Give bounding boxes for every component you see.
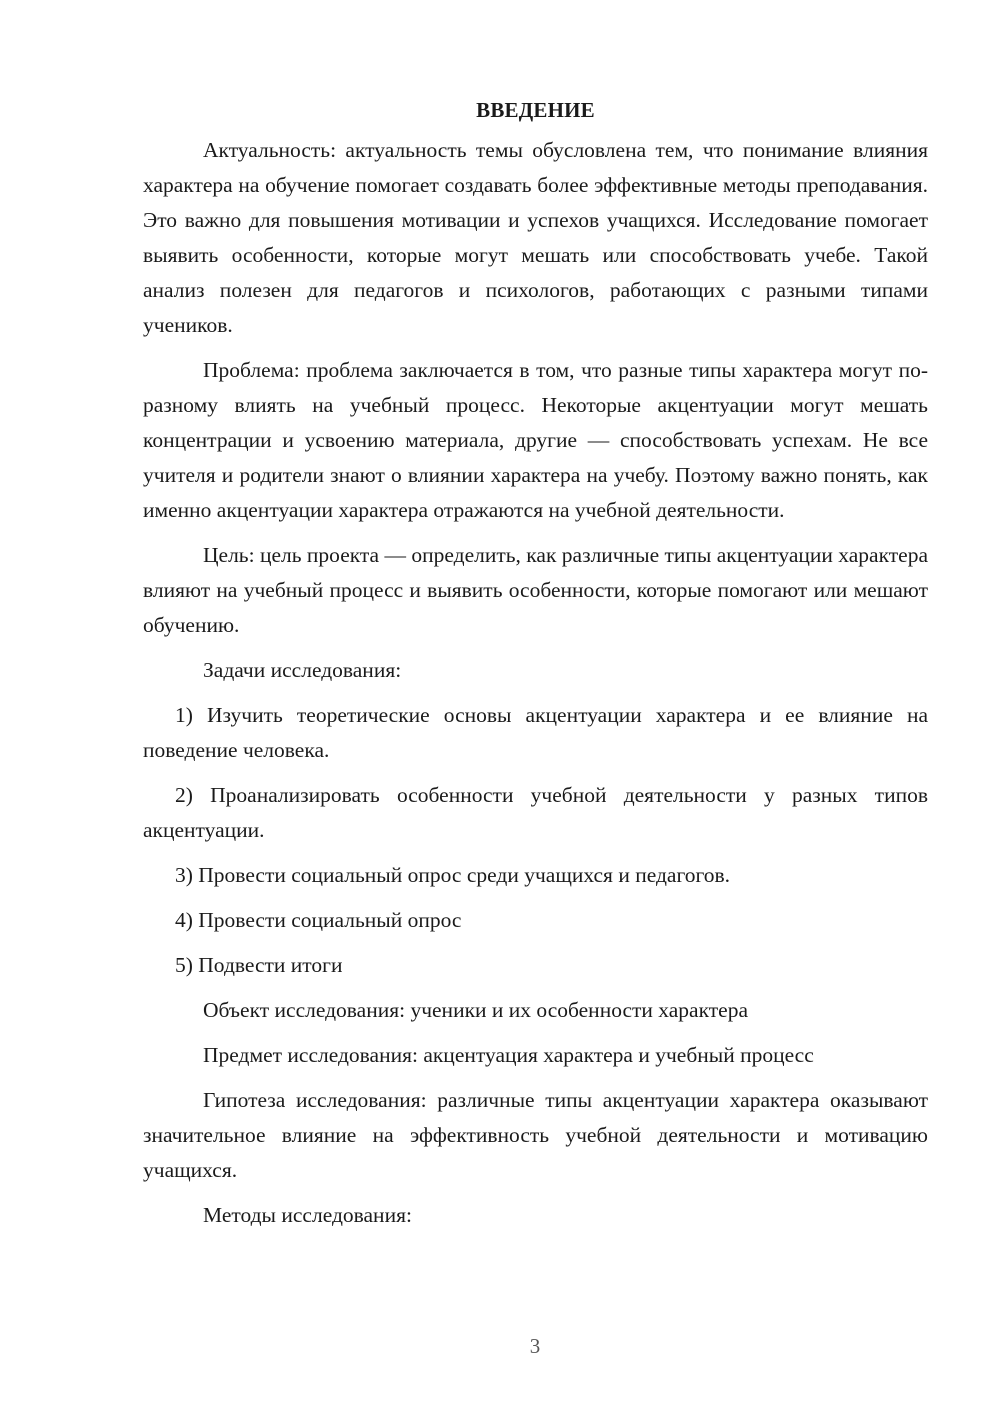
goal-paragraph: Цель: цель проекта — определить, как различные типы акцентуации характера влияют на учебный процесс и выявить особенности, которые помогают или мешают обучению. — [143, 543, 928, 637]
subject-paragraph: Предмет исследования: акцентуация характера и учебный процесс — [203, 1043, 814, 1067]
problem-paragraph: Проблема: проблема заключается в том, что разные типы характера могут по-разному влиять на учебный процесс. Некоторые акцентуации могут мешать концентрации и усвоению материала, другие — способствовать успехам. Не все учителя и родители знают о влиянии характера на учебу. Поэтому важно понять, как именно акцентуации характера отражаются на учебной деятельности. — [143, 358, 928, 522]
object-paragraph: Объект исследования: ученики и их особенности характера — [203, 998, 748, 1022]
task-item-3: 3) Провести социальный опрос среди учащихся и педагогов. — [175, 863, 731, 887]
task-item-5: 5) Подвести итоги — [175, 953, 343, 977]
document-page — [143, 92, 928, 1243]
task-item-4: 4) Провести социальный опрос — [175, 908, 462, 932]
page-number: 3 — [529, 1334, 541, 1358]
tasks-heading: Задачи исследования: — [203, 658, 402, 682]
methods-heading: Методы исследования: — [203, 1203, 412, 1227]
task-item-2: 2) Проанализировать особенности учебной деятельности у разных типов акцентуации. — [143, 783, 928, 842]
page-title: ВВЕДЕНИЕ — [476, 98, 595, 122]
task-item-1: 1) Изучить теоретические основы акцентуации характера и ее влияние на поведение человека. — [143, 703, 928, 762]
hypothesis-paragraph: Гипотеза исследования: различные типы акцентуации характера оказывают значительное влияние на эффективность учебной деятельности и мотивацию учащихся. — [143, 1088, 928, 1182]
relevance-paragraph: Актуальность: актуальность темы обусловлена тем, что понимание влияния характера на обучение помогает создавать более эффективные методы преподавания. Это важно для повышения мотивации и успехов учащихся. Исследование помогает выявить особенности, которые могут мешать или способствовать учебе. Такой анализ полезен для педагогов и психологов, работающих с разными типами учеников. — [143, 138, 928, 337]
